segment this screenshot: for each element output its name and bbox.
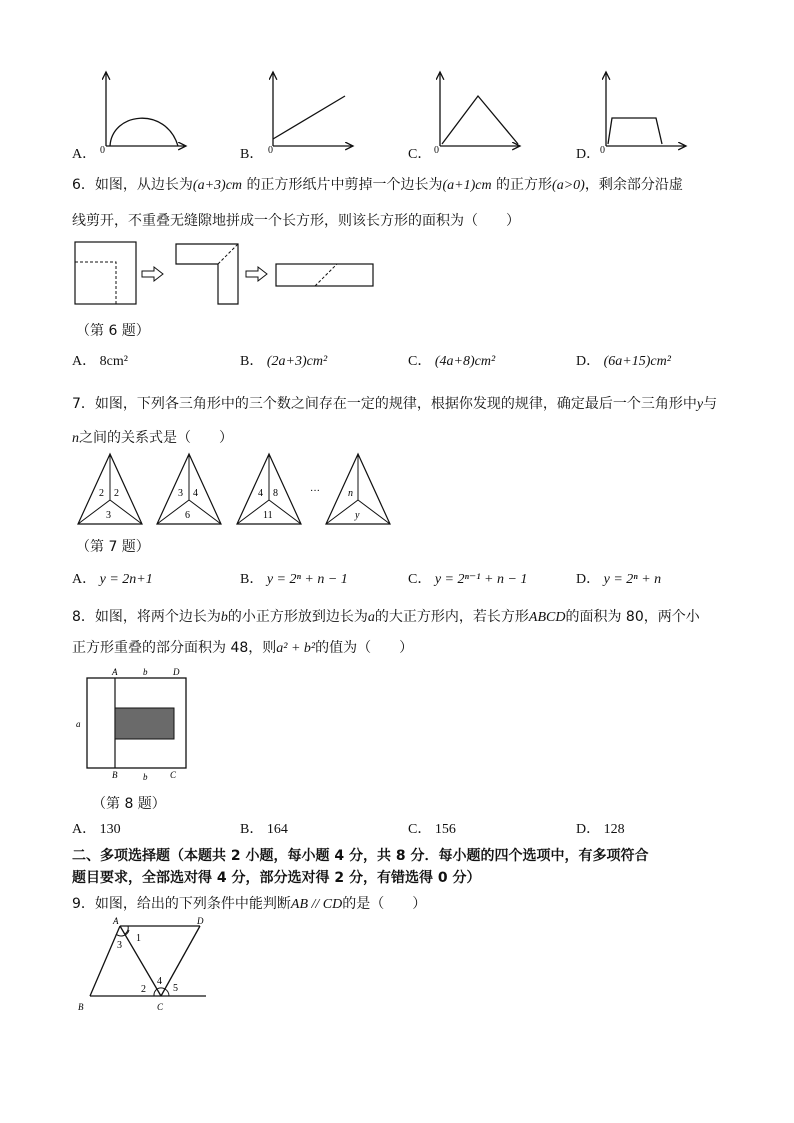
q9-figure bbox=[70, 914, 220, 1016]
q8-label-A: A bbox=[112, 667, 118, 677]
q7-ellipsis: ··· bbox=[310, 486, 320, 497]
q6-expr-outer-side: (a+3)cm bbox=[192, 178, 243, 193]
q8-label-b-top: b bbox=[143, 667, 148, 677]
q6-option-d-text: (6a+15)cm² bbox=[603, 354, 671, 369]
q7-option-d-text: y = 2ⁿ + n bbox=[603, 572, 662, 587]
q7-option-a-letter: A． bbox=[72, 572, 97, 587]
q9-angle-1: 1 bbox=[136, 933, 141, 944]
q8-option-a[interactable] bbox=[72, 818, 121, 838]
q8-text-f: 的值为（ ） bbox=[315, 640, 414, 656]
q8-option-c-text: 156 bbox=[434, 822, 456, 837]
q6-option-b-letter: B． bbox=[240, 354, 264, 369]
q7-option-d[interactable] bbox=[576, 568, 661, 588]
q9-label-C: C bbox=[157, 1002, 164, 1012]
q7-text-c: 之间的关系式是（ ） bbox=[79, 430, 233, 446]
q5-graph-a bbox=[106, 72, 186, 146]
q7-t4-bottom: y bbox=[355, 510, 360, 521]
q5-option-b-letter: B． bbox=[240, 147, 264, 162]
q7-t1-right: 2 bbox=[114, 488, 119, 499]
q7-triangle-3 bbox=[237, 454, 301, 524]
q8-option-d-letter: D． bbox=[576, 822, 601, 837]
q7-option-b[interactable] bbox=[240, 568, 348, 588]
q8-label-a: a bbox=[76, 719, 81, 729]
q6-option-c-letter: C． bbox=[408, 354, 432, 369]
q6-text-line1 bbox=[72, 174, 683, 194]
q5-option-d-letter: D． bbox=[576, 147, 601, 162]
q7-var-y: y bbox=[696, 397, 704, 412]
q7-figure bbox=[70, 450, 410, 530]
q7-option-b-text: y = 2ⁿ + n − 1 bbox=[266, 572, 348, 587]
q8-text-b: 的小正方形放到边长为 bbox=[227, 609, 368, 625]
q7-triangle-2 bbox=[157, 454, 221, 524]
q8-option-a-text: 130 bbox=[99, 822, 121, 837]
q6-text-a: 6．如图，从边长为 bbox=[72, 177, 193, 193]
q8-label-C: C bbox=[170, 770, 177, 780]
q7-var-n: n bbox=[72, 431, 79, 446]
q7-option-c-letter: C． bbox=[408, 572, 432, 587]
q6-option-a-text: 8cm² bbox=[99, 354, 128, 369]
q8-option-d[interactable] bbox=[576, 818, 625, 838]
q7-t2-right: 4 bbox=[193, 488, 198, 499]
q7-t1-bottom: 3 bbox=[106, 510, 111, 521]
q8-text-a: 8．如图，将两个边长为 bbox=[72, 609, 221, 625]
q7-option-a[interactable] bbox=[72, 568, 153, 588]
q6-text-b: 的正方形纸片中剪掉一个边长为 bbox=[246, 177, 443, 193]
q8-label-b-bottom: b bbox=[143, 772, 148, 782]
q8-expr: a² + b² bbox=[276, 641, 316, 656]
q9-relation: AB // CD bbox=[290, 897, 343, 912]
q7-caption: （第 7 题） bbox=[76, 539, 150, 555]
q6-expr-condition: (a>0) bbox=[552, 178, 585, 193]
q7-t4-left: n bbox=[348, 488, 353, 499]
q8-option-d-text: 128 bbox=[603, 822, 625, 837]
q7-option-c[interactable] bbox=[408, 568, 527, 588]
q7-t2-bottom: 6 bbox=[185, 510, 190, 521]
q7-option-b-letter: B． bbox=[240, 572, 264, 587]
q7-text-line1 bbox=[72, 393, 717, 413]
q7-t3-right: 8 bbox=[273, 488, 278, 499]
q5-graph-b bbox=[273, 72, 353, 146]
q6-option-d[interactable] bbox=[576, 350, 671, 370]
q9-label-B: B bbox=[78, 1002, 84, 1012]
q5-option-c-letter: C． bbox=[408, 147, 432, 162]
q7-t2-left: 3 bbox=[178, 488, 183, 499]
q9-label-D: D bbox=[197, 916, 204, 926]
section-2-line1: 二、多项选择题（本题共 2 小题，每小题 4 分，共 8 分．每小题的四个选项中，有多项符合 bbox=[72, 848, 649, 864]
q7-t1-left: 2 bbox=[99, 488, 104, 499]
q8-option-c-letter: C． bbox=[408, 822, 432, 837]
q7-option-c-text: y = 2ⁿ⁻¹ + n − 1 bbox=[434, 572, 528, 587]
q8-option-b-letter: B． bbox=[240, 822, 264, 837]
q6-text-line2: 线剪开，不重叠无缝隙地拼成一个长方形，则该长方形的面积为（ ） bbox=[72, 213, 520, 229]
q6-option-b[interactable] bbox=[240, 350, 327, 370]
q9-text-line1 bbox=[72, 893, 426, 913]
q6-text-c: 的正方形 bbox=[496, 177, 553, 193]
q5-graph-c bbox=[440, 72, 520, 146]
q6-option-a[interactable] bbox=[72, 350, 128, 370]
q9-text-b: 的是（ ） bbox=[342, 896, 427, 912]
q7-t3-left: 4 bbox=[258, 488, 263, 499]
q8-option-a-letter: A． bbox=[72, 822, 97, 837]
q8-label-B: B bbox=[112, 770, 118, 780]
q5-option-b-origin: 0 bbox=[268, 145, 273, 156]
q9-label-A: A bbox=[113, 916, 119, 926]
q7-triangle-1 bbox=[78, 454, 142, 524]
q8-text-e: 正方形重叠的部分面积为 48，则 bbox=[72, 640, 277, 656]
q7-t3-bottom: 11 bbox=[263, 510, 273, 521]
q8-option-b-text: 164 bbox=[266, 822, 288, 837]
q6-option-c-text: (4a+8)cm² bbox=[434, 354, 496, 369]
q7-option-a-text: y = 2n+1 bbox=[99, 572, 153, 587]
q6-figure bbox=[70, 238, 380, 308]
q5-graph-d bbox=[606, 72, 686, 146]
section-2-line2: 题目要求，全部选对得 4 分，部分选对得 2 分，有错选得 0 分） bbox=[72, 870, 481, 886]
q8-caption: （第 8 题） bbox=[92, 796, 166, 812]
q6-option-d-letter: D． bbox=[576, 354, 601, 369]
q8-text-line1 bbox=[72, 606, 700, 626]
q8-option-c[interactable] bbox=[408, 818, 456, 838]
q7-triangle-4 bbox=[326, 454, 390, 524]
q7-option-d-letter: D． bbox=[576, 572, 601, 587]
q8-text-line2 bbox=[72, 637, 413, 657]
q8-text-c: 的大正方形内，若长方形 bbox=[374, 609, 529, 625]
q5-option-a-origin: 0 bbox=[100, 145, 105, 156]
q5-option-c-origin: 0 bbox=[434, 145, 439, 156]
q6-option-a-letter: A． bbox=[72, 354, 97, 369]
q6-caption: （第 6 题） bbox=[76, 323, 150, 339]
q9-angle-3: 3 bbox=[117, 940, 122, 951]
q6-text-d: ，剩余部分沿虚 bbox=[584, 177, 683, 193]
q7-text-a: 7．如图，下列各三角形中的三个数之间存在一定的规律，根据你发现的规律，确定最后一个三角形中 bbox=[72, 396, 697, 412]
q9-angle-5: 5 bbox=[173, 983, 178, 994]
q6-option-c[interactable] bbox=[408, 350, 495, 370]
q5-option-a-letter: A． bbox=[72, 147, 97, 162]
q6-expr-inner-side: (a+1)cm bbox=[442, 178, 492, 193]
q8-text-d: 的面积为 80，两个小 bbox=[565, 609, 700, 625]
q8-var-a: a bbox=[367, 610, 375, 625]
q5-option-d-origin: 0 bbox=[600, 145, 605, 156]
q8-option-b[interactable] bbox=[240, 818, 288, 838]
q9-text-a: 9．如图，给出的下列条件中能判断 bbox=[72, 896, 291, 912]
q9-angle-2: 2 bbox=[141, 984, 146, 995]
q7-text-b: 与 bbox=[703, 396, 718, 412]
q8-label-D: D bbox=[173, 667, 180, 677]
q8-var-b: b bbox=[220, 610, 228, 625]
q6-option-b-text: (2a+3)cm² bbox=[266, 354, 328, 369]
q9-angle-4: 4 bbox=[157, 976, 162, 987]
q7-text-line2 bbox=[72, 427, 233, 447]
q8-figure bbox=[70, 664, 200, 784]
q8-rect-name: ABCD bbox=[528, 610, 566, 625]
